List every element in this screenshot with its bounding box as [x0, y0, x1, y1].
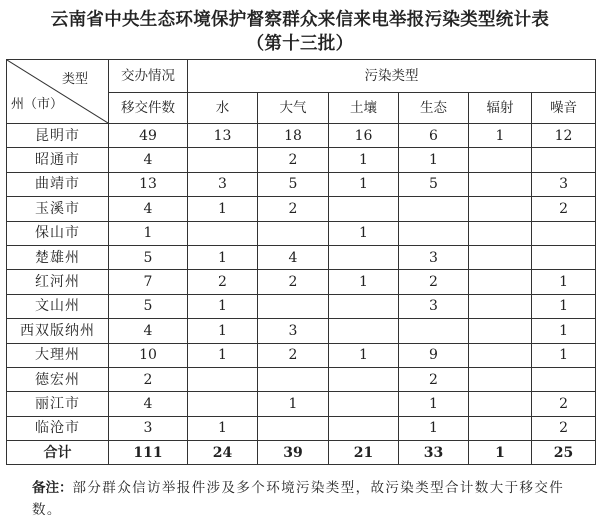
- footnote-text: 部分群众信访举报件涉及多个环境污染类型，故污染类型合计数大于移交件数。: [32, 480, 565, 518]
- value-cell: [188, 148, 258, 172]
- table-row: [7, 319, 596, 343]
- value-cell: 1: [188, 197, 258, 221]
- value-cell: 2: [532, 416, 596, 440]
- value-cell: [258, 416, 329, 440]
- value-cell: 1: [188, 245, 258, 269]
- table-row: [7, 148, 596, 172]
- value-cell: [329, 294, 399, 318]
- value-cell: 1: [399, 416, 469, 440]
- city-cell: 红河州: [7, 270, 109, 294]
- city-cell: 临沧市: [7, 416, 109, 440]
- value-cell: 4: [109, 392, 188, 416]
- table-title: 云南省中央生态环境保护督察群众来信来电举报污染类型统计表: [50, 10, 550, 30]
- value-cell: 5: [109, 245, 188, 269]
- value-cell: [258, 221, 329, 245]
- value-cell: 1: [329, 172, 399, 196]
- total-row: [7, 441, 596, 465]
- header-soil: 土壤: [329, 93, 399, 124]
- value-cell: 2: [258, 197, 329, 221]
- value-cell: 1: [188, 319, 258, 343]
- value-cell: 3: [532, 172, 596, 196]
- value-cell: [188, 367, 258, 391]
- table-row: [7, 245, 596, 269]
- value-cell: 1: [188, 294, 258, 318]
- value-cell: 4: [109, 319, 188, 343]
- value-cell: [329, 416, 399, 440]
- header-air: 大气: [258, 93, 329, 124]
- total-value-cell: 33: [399, 441, 469, 465]
- footnote: [32, 477, 592, 521]
- header-assigned-count: 移交件数: [109, 93, 188, 124]
- value-cell: 2: [109, 367, 188, 391]
- value-cell: [399, 221, 469, 245]
- header-noise: 噪音: [532, 93, 596, 124]
- city-cell: 楚雄州: [7, 245, 109, 269]
- value-cell: 4: [109, 197, 188, 221]
- value-cell: 2: [399, 270, 469, 294]
- total-value-cell: 24: [188, 441, 258, 465]
- city-cell: 西双版纳州: [7, 319, 109, 343]
- value-cell: [469, 319, 532, 343]
- city-cell: 曲靖市: [7, 172, 109, 196]
- value-cell: [469, 245, 532, 269]
- corner-label-city: 州（市）: [11, 97, 64, 112]
- value-cell: [399, 197, 469, 221]
- city-cell: 德宏州: [7, 367, 109, 391]
- value-cell: 5: [109, 294, 188, 318]
- value-cell: 13: [188, 124, 258, 148]
- total-value-cell: 39: [258, 441, 329, 465]
- value-cell: 7: [109, 270, 188, 294]
- value-cell: [329, 367, 399, 391]
- value-cell: 2: [532, 392, 596, 416]
- header-radiation: 辐射: [469, 93, 532, 124]
- value-cell: 18: [258, 124, 329, 148]
- table-row: [7, 392, 596, 416]
- value-cell: 2: [258, 270, 329, 294]
- value-cell: [532, 221, 596, 245]
- city-cell: 昆明市: [7, 124, 109, 148]
- total-value-cell: 21: [329, 441, 399, 465]
- value-cell: 3: [109, 416, 188, 440]
- value-cell: 1: [532, 270, 596, 294]
- value-cell: 12: [532, 124, 596, 148]
- value-cell: 4: [109, 148, 188, 172]
- value-cell: [469, 416, 532, 440]
- table-row: [7, 367, 596, 391]
- total-value-cell: 1: [469, 441, 532, 465]
- header-pollution-group: 污染类型: [188, 60, 596, 93]
- value-cell: 13: [109, 172, 188, 196]
- value-cell: [399, 319, 469, 343]
- value-cell: 2: [258, 148, 329, 172]
- value-cell: 49: [109, 124, 188, 148]
- table-row: [7, 343, 596, 367]
- city-cell: 保山市: [7, 221, 109, 245]
- value-cell: 3: [188, 172, 258, 196]
- value-cell: [469, 221, 532, 245]
- table-row: [7, 124, 596, 148]
- diagonal-divider: [7, 60, 108, 123]
- value-cell: 2: [532, 197, 596, 221]
- value-cell: [532, 367, 596, 391]
- value-cell: [329, 245, 399, 269]
- value-cell: 1: [329, 270, 399, 294]
- value-cell: 2: [399, 367, 469, 391]
- value-cell: 1: [188, 343, 258, 367]
- value-cell: 1: [109, 221, 188, 245]
- value-cell: 1: [329, 221, 399, 245]
- value-cell: 1: [469, 124, 532, 148]
- city-cell: 大理州: [7, 343, 109, 367]
- value-cell: 2: [258, 343, 329, 367]
- footnote-label: 备注：: [32, 480, 73, 496]
- value-cell: [188, 221, 258, 245]
- value-cell: [329, 319, 399, 343]
- table-subtitle: （第十三批）: [246, 34, 354, 54]
- value-cell: 1: [188, 416, 258, 440]
- value-cell: [532, 148, 596, 172]
- value-cell: 1: [329, 148, 399, 172]
- value-cell: [329, 392, 399, 416]
- value-cell: [469, 172, 532, 196]
- value-cell: 3: [258, 319, 329, 343]
- value-cell: [469, 392, 532, 416]
- value-cell: [469, 343, 532, 367]
- table-body: [7, 124, 596, 465]
- city-cell: 昭通市: [7, 148, 109, 172]
- value-cell: 5: [399, 172, 469, 196]
- table-row: [7, 172, 596, 196]
- value-cell: 1: [532, 294, 596, 318]
- table-row: [7, 197, 596, 221]
- value-cell: 1: [399, 148, 469, 172]
- total-value-cell: 25: [532, 441, 596, 465]
- value-cell: [188, 392, 258, 416]
- table-row: [7, 221, 596, 245]
- value-cell: 3: [399, 245, 469, 269]
- value-cell: [469, 197, 532, 221]
- value-cell: [469, 270, 532, 294]
- value-cell: 3: [399, 294, 469, 318]
- value-cell: 1: [532, 343, 596, 367]
- header-assignment-group: 交办情况: [109, 60, 188, 93]
- total-label: 合计: [7, 441, 109, 465]
- value-cell: [258, 367, 329, 391]
- pollution-statistics-table: [6, 59, 596, 465]
- value-cell: [469, 367, 532, 391]
- value-cell: 2: [188, 270, 258, 294]
- value-cell: 5: [258, 172, 329, 196]
- value-cell: 6: [399, 124, 469, 148]
- value-cell: 1: [399, 392, 469, 416]
- value-cell: [469, 294, 532, 318]
- value-cell: 1: [329, 343, 399, 367]
- value-cell: [469, 148, 532, 172]
- header-water: 水: [188, 93, 258, 124]
- corner-header-cell: [7, 60, 109, 124]
- city-cell: 丽江市: [7, 392, 109, 416]
- city-cell: 文山州: [7, 294, 109, 318]
- value-cell: 10: [109, 343, 188, 367]
- total-value-cell: 111: [109, 441, 188, 465]
- corner-label-type: 类型: [61, 72, 88, 87]
- city-cell: 玉溪市: [7, 197, 109, 221]
- value-cell: [329, 197, 399, 221]
- table-row: [7, 294, 596, 318]
- value-cell: 4: [258, 245, 329, 269]
- table-row: [7, 416, 596, 440]
- value-cell: [532, 245, 596, 269]
- value-cell: 9: [399, 343, 469, 367]
- table-row: [7, 270, 596, 294]
- header-ecology: 生态: [399, 93, 469, 124]
- value-cell: 16: [329, 124, 399, 148]
- value-cell: 1: [258, 392, 329, 416]
- value-cell: [258, 294, 329, 318]
- value-cell: 1: [532, 319, 596, 343]
